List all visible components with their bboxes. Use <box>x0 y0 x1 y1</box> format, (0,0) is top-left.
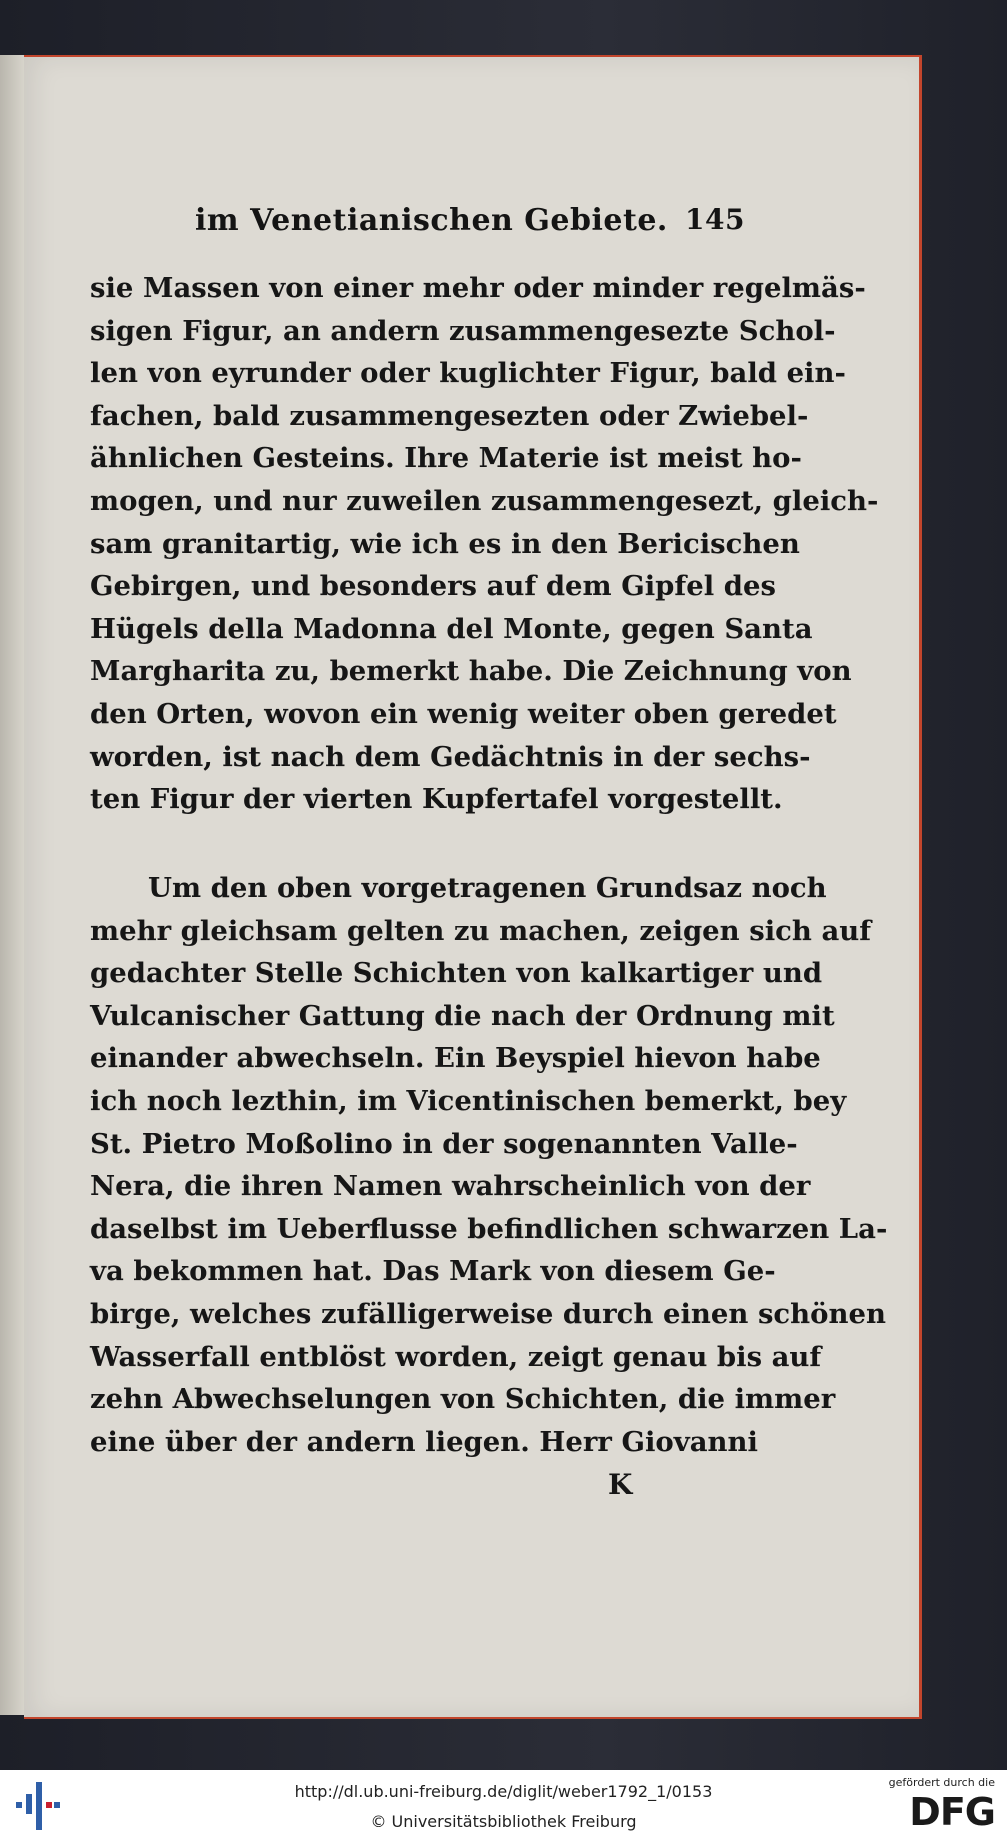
text-line: ich noch lezthin, im Vicentinischen bemerkt, bey <box>90 1085 847 1117</box>
text-line: sam granitartig, wie ich es in den Bericischen <box>90 527 800 560</box>
text-line: ähnlichen Gesteins. Ihre Materie ist meist ho- <box>90 442 802 475</box>
footer-bar <box>0 1770 1007 1842</box>
text-line: eine über der andern liegen. Herr Giovanni <box>90 1425 758 1458</box>
text-line: zehn Abwechselungen von Schichten, die immer <box>90 1383 836 1416</box>
running-head: im Venetianischen Gebiete. <box>195 203 668 238</box>
page-header <box>195 203 745 247</box>
text-line: va bekommen hat. Das Mark von diesem Ge- <box>90 1255 776 1288</box>
text-line: Margharita zu, bemerkt habe. Die Zeichnung von <box>90 655 852 688</box>
text-line: len von eyrunder oder kuglichter Figur, bald ein- <box>90 357 846 390</box>
text-line: mehr gleichsam gelten zu machen, zeigen sich auf <box>90 914 872 947</box>
text-line: birge, welches zufälligerweise durch einen schönen <box>90 1298 886 1330</box>
text-line: ten Figur der vierten Kupfertafel vorgestellt. <box>90 783 783 816</box>
text-line: sie Massen von einer mehr oder minder regelmäs- <box>90 272 866 304</box>
copyright-notice: © Universitätsbibliothek Freiburg <box>370 1812 637 1831</box>
text-line: Gebirgen, und besonders auf dem Gipfel des <box>90 570 776 603</box>
text-line: worden, ist nach dem Gedächtnis in der sechs- <box>90 740 811 773</box>
catchword: K <box>608 1468 633 1501</box>
text-line: Nera, die ihren Namen wahrscheinlich von der <box>90 1170 811 1203</box>
text-line: daselbst im Ueberflusse befindlichen schwarzen La- <box>90 1212 888 1245</box>
dfg-caption: gefördert durch die <box>888 1776 995 1789</box>
text-line: Hügels della Madonna del Monte, gegen Santa <box>90 612 813 645</box>
text-line: fachen, bald zusammengesezten oder Zwiebel- <box>90 399 809 432</box>
page-number: 145 <box>685 203 745 236</box>
permalink-url[interactable]: http://dl.ub.uni-freiburg.de/diglit/weber1792_1/0153 <box>294 1782 713 1801</box>
text-line: mogen, und nur zuweilen zusammengesezt, gleich- <box>90 485 879 517</box>
text-line: einander abwechseln. Ein Beyspiel hievon habe <box>90 1042 821 1075</box>
text-line: den Orten, wovon ein wenig weiter oben geredet <box>90 698 837 730</box>
dfg-logo: DFG <box>909 1790 995 1834</box>
text-line: Um den oben vorgetragenen Grundsaz noch <box>148 872 827 904</box>
text-line: gedachter Stelle Schichten von kalkartiger und <box>90 957 823 990</box>
text-line: Wasserfall entblöst worden, zeigt genau bis auf <box>90 1340 822 1373</box>
text-line: sigen Figur, an andern zusammengesezte Schol- <box>90 314 836 347</box>
text-line: St. Pietro Moßolino in der sogenannten Valle- <box>90 1127 798 1160</box>
text-line: Vulcanischer Gattung die nach der Ordnung mit <box>90 999 835 1032</box>
